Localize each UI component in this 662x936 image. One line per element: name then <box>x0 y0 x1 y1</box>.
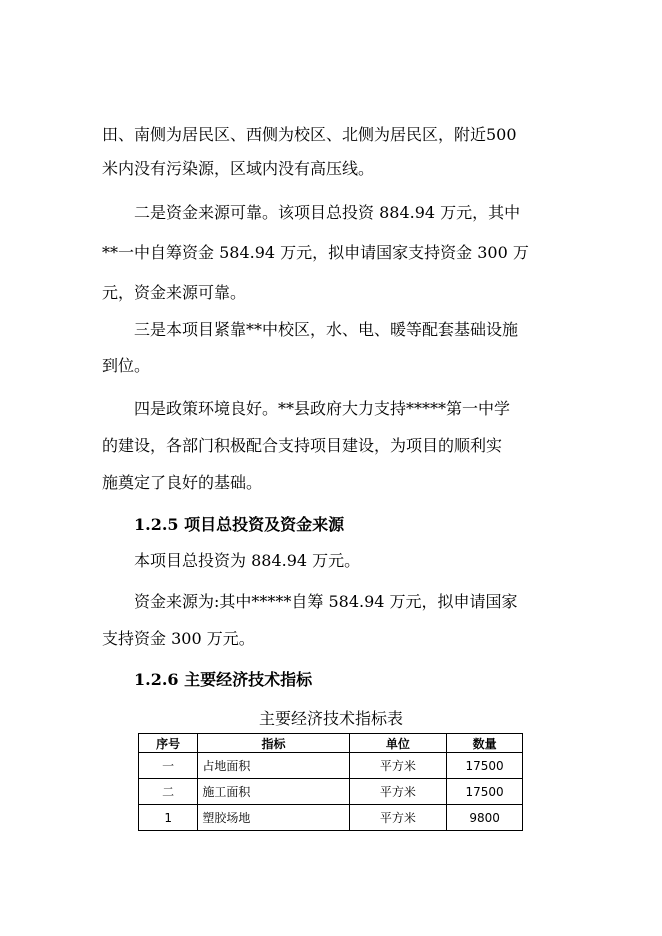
header-indicator: 指标 <box>198 734 349 753</box>
section-heading-126: 1.2.6 主要经济技术指标 <box>134 670 313 689</box>
cell-indicator: 塑胶场地 <box>198 805 349 831</box>
paragraph-line: 的建设，各部门积极配合支持项目建设，为项目的顺利实 <box>102 436 503 455</box>
paragraph-line: 支持资金 300 万元。 <box>102 629 255 648</box>
paragraph-line: 二是资金来源可靠。该项目总投资 884.94 万元，其中 <box>134 203 521 222</box>
cell-indicator: 施工面积 <box>198 779 349 805</box>
paragraph-line: 资金来源为:其中*****自筹 584.94 万元，拟申请国家 <box>134 592 518 611</box>
paragraph-line: 米内没有污染源，区域内没有高压线。 <box>102 159 375 178</box>
paragraph-line: 本项目总投资为 884.94 万元。 <box>134 551 361 570</box>
paragraph-line: 三是本项目紧靠**中校区，水、电、暖等配套基础设施 <box>134 320 519 339</box>
cell-index: 1 <box>139 805 198 831</box>
paragraph-line: 田、南侧为居民区、西侧为校区、北侧为居民区，附近500 <box>102 125 517 144</box>
header-unit: 单位 <box>349 734 447 753</box>
cell-indicator: 占地面积 <box>198 753 349 779</box>
cell-unit: 平方米 <box>349 779 447 805</box>
paragraph-line: 施奠定了良好的基础。 <box>102 473 263 492</box>
cell-index: 二 <box>139 779 198 805</box>
cell-unit: 平方米 <box>349 805 447 831</box>
paragraph-line: **一中自筹资金 584.94 万元，拟申请国家支持资金 300 万 <box>102 243 529 262</box>
indicator-table <box>138 733 523 831</box>
table-row <box>139 779 523 805</box>
paragraph-line: 到位。 <box>102 356 151 375</box>
table-row <box>139 805 523 831</box>
cell-quantity: 17500 <box>447 753 523 779</box>
table-title: 主要经济技术指标表 <box>258 709 403 728</box>
table-row <box>139 753 523 779</box>
section-heading-125: 1.2.5 项目总投资及资金来源 <box>134 515 345 534</box>
paragraph-line: 元，资金来源可靠。 <box>102 283 247 302</box>
cell-quantity: 9800 <box>447 805 523 831</box>
table-header-row <box>139 734 523 753</box>
paragraph-line: 四是政策环境良好。**县政府大力支持*****第一中学 <box>134 399 511 418</box>
header-quantity: 数量 <box>447 734 523 753</box>
header-index: 序号 <box>139 734 198 753</box>
cell-quantity: 17500 <box>447 779 523 805</box>
cell-index: 一 <box>139 753 198 779</box>
cell-unit: 平方米 <box>349 753 447 779</box>
